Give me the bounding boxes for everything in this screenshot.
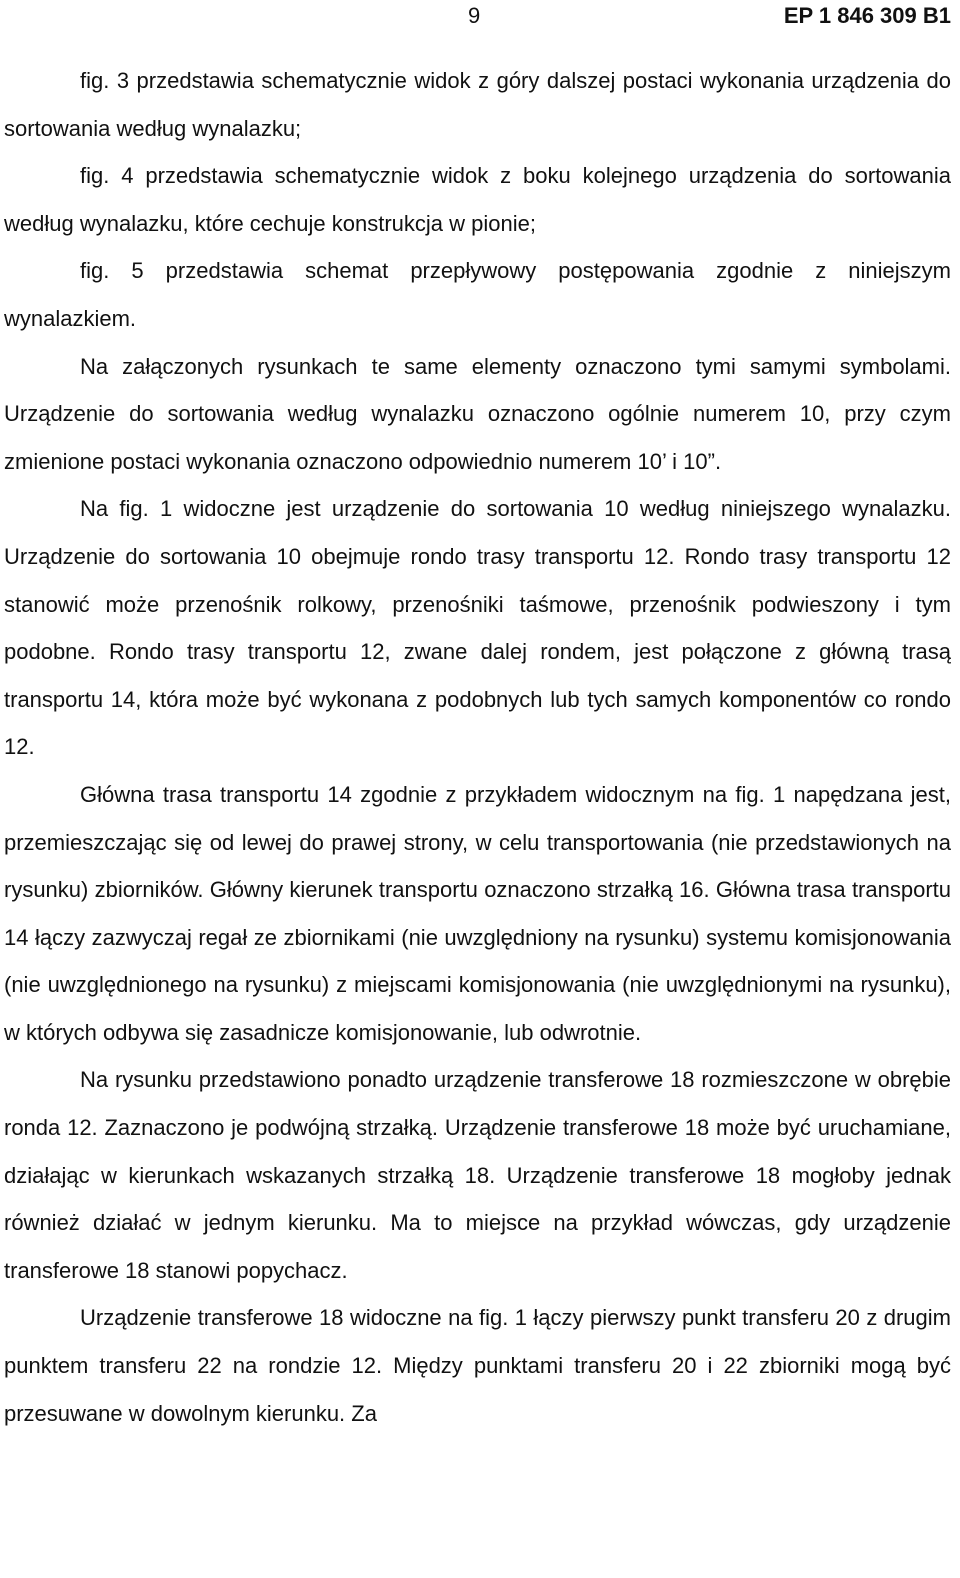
page-number: 9 [468,3,481,28]
paragraph-transfer-device: Na rysunku przedstawiono ponadto urządzenie transferowe 18 rozmieszczone w obrębie ronda 12. Zaznaczono je podwójną strzałką. Urządzenie transferowe 18 może być uruchamiane, działając w kierunkach wskazanych strzałką 18. Urządzenie transferowe 18 mogłoby jednak również działać w jednym kierunku. Ma to miejsce na przykład wówczas, gdy urządzenie transferowe 18 stanowi popychacz. [4,1067,951,1283]
paragraph-main-route: Główna trasa transportu 14 zgodnie z przykładem widocznym na fig. 1 napędzana jest, przemieszczając się od lewej do prawej strony, w celu transportowania (nie przedstawionych na rysunku) zbiorników. Główny kierunek transportu oznaczono strzałką 16. Główna trasa transportu 14 łączy zazwyczaj regał ze zbiornikami (nie uwzględniony na rysunku) systemu komisjonowania (nie uwzględnionego na rysunku) z miejscami komisjonowania (nie uwzględnionymi na rysunku), w których odbywa się zasadnicze komisjonowanie, lub odwrotnie. [4,781,951,1045]
document-body [4,57,951,1437]
paragraph-sorting-device: Na fig. 1 widoczne jest urządzenie do sortowania 10 według niniejszego wynalazku. Urządzenie do sortowania 10 obejmuje rondo trasy transportu 12. Rondo trasy transportu 12 stanowić może przenośnik rolkowy, przenośniki taśmowe, przenośnik podwieszony i tym podobne. Rondo trasy transportu 12, zwane dalej rondem, jest połączone z główną trasą transportu 14, która może być wykonana z podobnych lub tych samych komponentów co rondo 12. [4,496,951,760]
page-header [0,0,960,30]
paragraph-symbols: Na załączonych rysunkach te same elementy oznaczono tymi samymi symbolami. Urządzenie do sortowania według wynalazku oznaczono ogólnie numerem 10, przy czym zmienione postaci wykonania oznaczono odpowiednio numerem 10’ i 10”. [4,353,951,474]
paragraph-fig5: fig. 5 przedstawia schemat przepływowy postępowania zgodnie z niniejszym wynalazkiem. [4,258,951,331]
document-id: EP 1 846 309 B1 [783,3,951,28]
paragraph-transfer-points: Urządzenie transferowe 18 widoczne na fig. 1 łączy pierwszy punkt transferu 20 z drugim punktem transferu 22 na rondzie 12. Między punktami transferu 20 i 22 zbiorniki mogą być przesuwane w dowolnym kierunku. Za [4,1305,951,1426]
paragraph-fig4: fig. 4 przedstawia schematycznie widok z boku kolejnego urządzenia do sortowania według wynalazku, które cechuje konstrukcja w pionie; [4,163,951,236]
paragraph-fig3: fig. 3 przedstawia schematycznie widok z góry dalszej postaci wykonania urządzenia do sortowania według wynalazku; [4,68,951,141]
